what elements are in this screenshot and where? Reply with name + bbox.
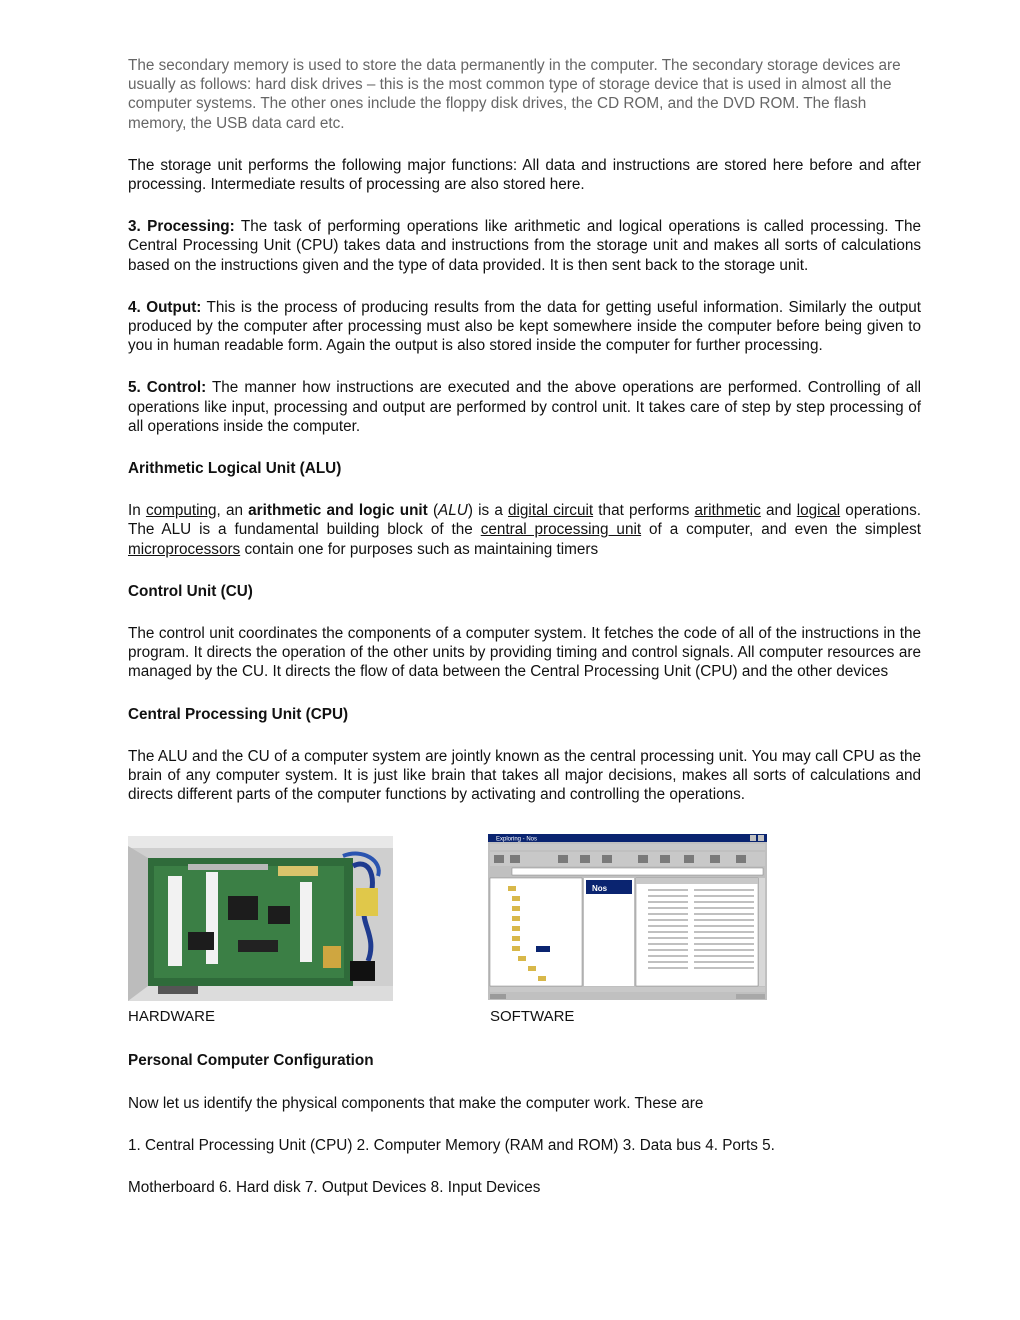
pc-config-intro: Now let us identify the physical components that make the computer work. These are: [128, 1094, 704, 1112]
output-text: This is the process of producing results from the data for getting useful information. Similarly the output produced by the computer after processing must also be kept somewhere inside the computer before being given to you in human readable form. Again the output is also stored inside the computer for further processing.: [128, 298, 921, 355]
alu-text: of a computer, and even the simplest: [641, 521, 922, 539]
microprocessors-link[interactable]: microprocessors: [128, 540, 241, 558]
alu-text: (: [427, 502, 439, 520]
alu-text: , an: [216, 502, 249, 520]
processing-paragraph: [128, 217, 921, 275]
cu-heading: Control Unit (CU): [128, 582, 253, 600]
output-paragraph: [128, 298, 921, 356]
computing-link[interactable]: computing: [145, 502, 217, 520]
software-folder-label: Nos: [592, 884, 608, 894]
hardware-image: [128, 836, 393, 1001]
control-text: The manner how instructions are executed and the above operations are performed. Controlling of all operations like input, processing and output are performed by control unit. It takes care of step by step processing of all operations inside the computer.: [128, 379, 921, 435]
processing-label: 3. Processing:: [128, 218, 235, 236]
software-window-title: Exploring - Nos: [496, 836, 538, 843]
alu-text: and: [760, 502, 797, 520]
figure-captions: [128, 1008, 921, 1028]
alu-text: In: [128, 502, 146, 520]
alu-text: ) is a: [467, 502, 509, 520]
hardware-caption: HARDWARE: [128, 1008, 215, 1026]
cpu-heading: Central Processing Unit (CPU): [128, 705, 349, 723]
cu-paragraph: The control unit coordinates the components of a computer system. It fetches the code of all of the instructions in the program. It directs the operation of the other units by providing timing and control signals. All computer resources are managed by the CU. It directs the flow of data between the Central Processing Unit (CPU) and the other devices: [128, 625, 921, 681]
alu-abbrev: ALU: [438, 502, 468, 520]
output-label: 4. Output:: [128, 298, 202, 316]
processing-text: The task of performing operations like arithmetic and logical operations is called processing. The Central Processing Unit (CPU) takes data and instructions from the storage unit and makes all sorts of calculations based on the instructions given and the type of data provided. It is then sent back to the storage unit.: [128, 218, 921, 274]
document-page: [128, 56, 921, 1197]
alu-text: contain one for purposes such as maintaining timers: [240, 540, 599, 558]
software-image: [488, 834, 767, 1000]
components-list-line-2: Motherboard 6. Hard disk 7. Output Devices 8. Input Devices: [128, 1179, 541, 1197]
cpu-paragraph: The ALU and the CU of a computer system are jointly known as the central processing unit. You may call CPU as the brain of any computer system. It is just like brain that takes all major decisions, makes all sorts of calculations and directs different parts of the computer functions by activating and controlling the operations.: [128, 747, 921, 804]
secondary-memory-paragraph: The secondary memory is used to store the data permanently in the computer. The secondary storage devices are usually as follows: hard disk drives – this is the most common type of storage device that is used in almost all the computer systems. The other ones include the floppy disk drives, the CD ROM, and the DVD ROM. The flash memory, the USB data card etc.: [128, 57, 901, 132]
figures-row: [128, 834, 921, 1004]
storage-functions-paragraph: The storage unit performs the following major functions: All data and instructions are stored here before and after processing. Intermediate results of processing are also stored here.: [128, 156, 921, 194]
alu-bold-term: arithmetic and logic unit: [248, 502, 428, 520]
alu-paragraph: [128, 501, 921, 559]
arithmetic-link[interactable]: arithmetic: [694, 502, 761, 520]
alu-text: that performs: [593, 502, 695, 520]
software-caption: SOFTWARE: [490, 1008, 575, 1026]
control-label: 5. Control:: [128, 379, 207, 397]
digital-circuit-link[interactable]: digital circuit: [508, 502, 594, 520]
components-list-line-1: 1. Central Processing Unit (CPU) 2. Computer Memory (RAM and ROM) 3. Data bus 4. Ports 5.: [128, 1136, 775, 1154]
alu-heading: Arithmetic Logical Unit (ALU): [128, 460, 342, 478]
control-paragraph: [128, 378, 921, 436]
pc-config-heading: Personal Computer Configuration: [128, 1052, 374, 1070]
central-processing-unit-link[interactable]: central processing unit: [480, 521, 642, 539]
logical-link[interactable]: logical: [796, 502, 841, 520]
alu-text: operations. The ALU is a fundamental building block of the: [128, 502, 921, 539]
